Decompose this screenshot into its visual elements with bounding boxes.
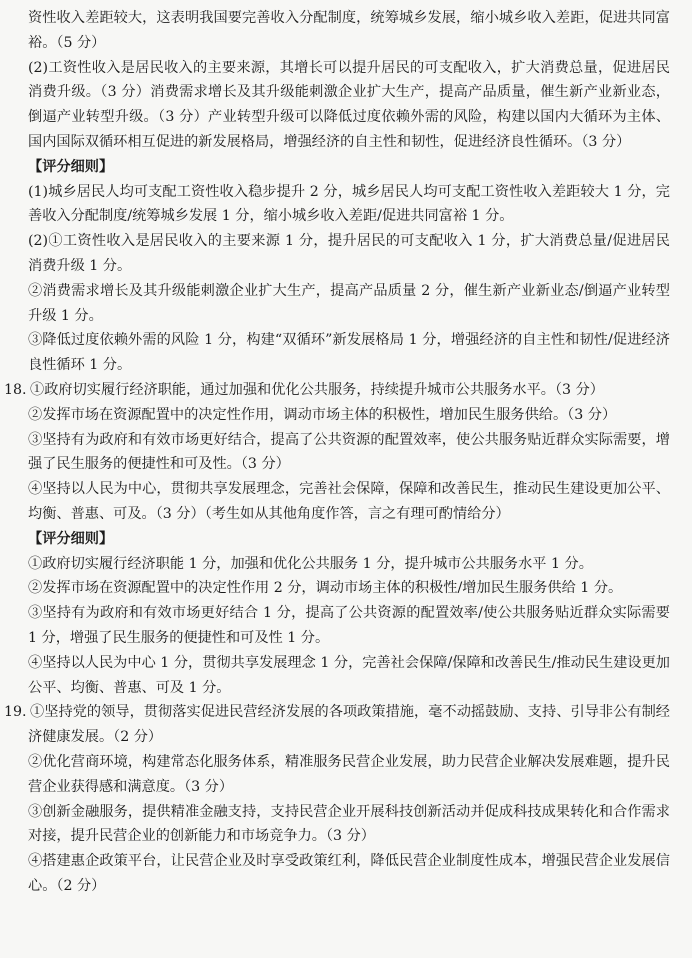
q17-rubric-item-1: (1)城乡居民人均可支配工资性收入稳步提升 2 分，城乡居民人均可支配工资性收入差距较大 1 分，完善收入分配制度/统筹城乡发展 1 分，缩小城乡收入差距/促进共同富裕 1 分。 xyxy=(28,183,670,225)
q18-rubric-heading: 【评分细则】 xyxy=(28,530,114,547)
q18-answer-1 xyxy=(4,378,670,403)
q17-part2-answer: (2)工资性收入是居民收入的主要来源，其增长可以提升居民的可支配收入，扩大消费总量，促进居民消费升级。（3 分）消费需求增长及其升级能刺激企业扩大生产，提高产品质量，催生新产业新业态，倒逼产业转型升级。（3 分）产业转型升级可以降低过度依赖外需的风险，构建以国内大循环为主体、国内国际双循环相互促进的新发展格局，增强经济的自主性和韧性，促进经济良性循环。（3 分） xyxy=(28,59,670,150)
q19-answer-4: ④搭建惠企政策平台，让民营企业及时享受政策红利，降低民营企业制度性成本，增强民营企业发展信心。（2 分） xyxy=(28,853,670,894)
q18-number: 18. xyxy=(4,381,27,398)
q17-rubric-item-4: ③降低过度依赖外需的风险 1 分，构建“双循环”新发展格局 1 分，增强经济的自主性和韧性/促进经济良性循环 1 分。 xyxy=(28,332,670,374)
q19-answer-2: ②优化营商环境，构建常态化服务体系，精准服务民营企业发展，助力民营企业解决发展难题，提升民营企业获得感和满意度。（3 分） xyxy=(28,753,670,795)
q17-part1-tail: 资性收入差距较大，这表明我国要完善收入分配制度，统筹城乡发展，缩小城乡收入差距，促进共同富裕。（5 分） xyxy=(28,10,670,51)
q17-rubric-heading: 【评分细则】 xyxy=(28,158,114,175)
q17-rubric-item-3: ②消费需求增长及其升级能刺激企业扩大生产，提高产品质量 2 分，催生新产业新业态/倒逼产业转型升级 1 分。 xyxy=(28,282,670,324)
q18-answer-2: ②发挥市场在资源配置中的决定性作用，调动市场主体的积极性，增加民生服务供给。（3 分） xyxy=(28,406,617,423)
q17-rubric-item-2: (2)①工资性收入是居民收入的主要来源 1 分，提升居民的可支配收入 1 分，扩大消费总量/促进居民消费升级 1 分。 xyxy=(28,233,670,274)
q18-answer-1-text: ①政府切实履行经济职能，通过加强和优化公共服务，持续提升城市公共服务水平。（3 分） xyxy=(30,381,604,398)
q18-answer-3: ③坚持有为政府和有效市场更好结合，提高了公共资源的配置效率，使公共服务贴近群众实际需要，增强了民生服务的便捷性和可及性。（3 分） xyxy=(28,431,670,473)
q19-number: 19. xyxy=(4,704,27,721)
q18-rubric-item-3: ③坚持有为政府和有效市场更好结合 1 分，提高了公共资源的配置效率/使公共服务贴近群众实际需要 1 分，增强了民生服务的便捷性和可及性 1 分。 xyxy=(28,605,670,646)
q19-answer-1-text: ①坚持党的领导，贯彻落实促进民营经济发展的各项政策措施，毫不动摇鼓励、支持、引导非公有制经济健康发展。（2 分） xyxy=(28,704,670,746)
q19-answer-3: ③创新金融服务，提供精准金融支持，支持民营企业开展科技创新活动并促成科技成果转化和合作需求对接，提升民营企业的创新能力和市场竞争力。（3 分） xyxy=(28,803,670,845)
q18-rubric-item-1: ①政府切实履行经济职能 1 分，加强和优化公共服务 1 分，提升城市公共服务水平 1 分。 xyxy=(28,555,593,572)
q18-answer-4: ④坚持以人民为中心，贯彻共享发展理念，完善社会保障，保障和改善民生，推动民生建设更加公平、均衡、普惠、可及。（3 分）（考生如从其他角度作答，言之有理可酌情给分） xyxy=(28,481,670,522)
q18-rubric-item-4: ④坚持以人民为中心 1 分，贯彻共享发展理念 1 分，完善社会保障/保障和改善民生/推动民生建设更加公平、均衡、普惠、可及 1 分。 xyxy=(28,654,670,696)
q19-answer-1 xyxy=(4,700,670,750)
q18-rubric-item-2: ②发挥市场在资源配置中的决定性作用 2 分，调动市场主体的积极性/增加民生服务供给 1 分。 xyxy=(28,580,623,597)
